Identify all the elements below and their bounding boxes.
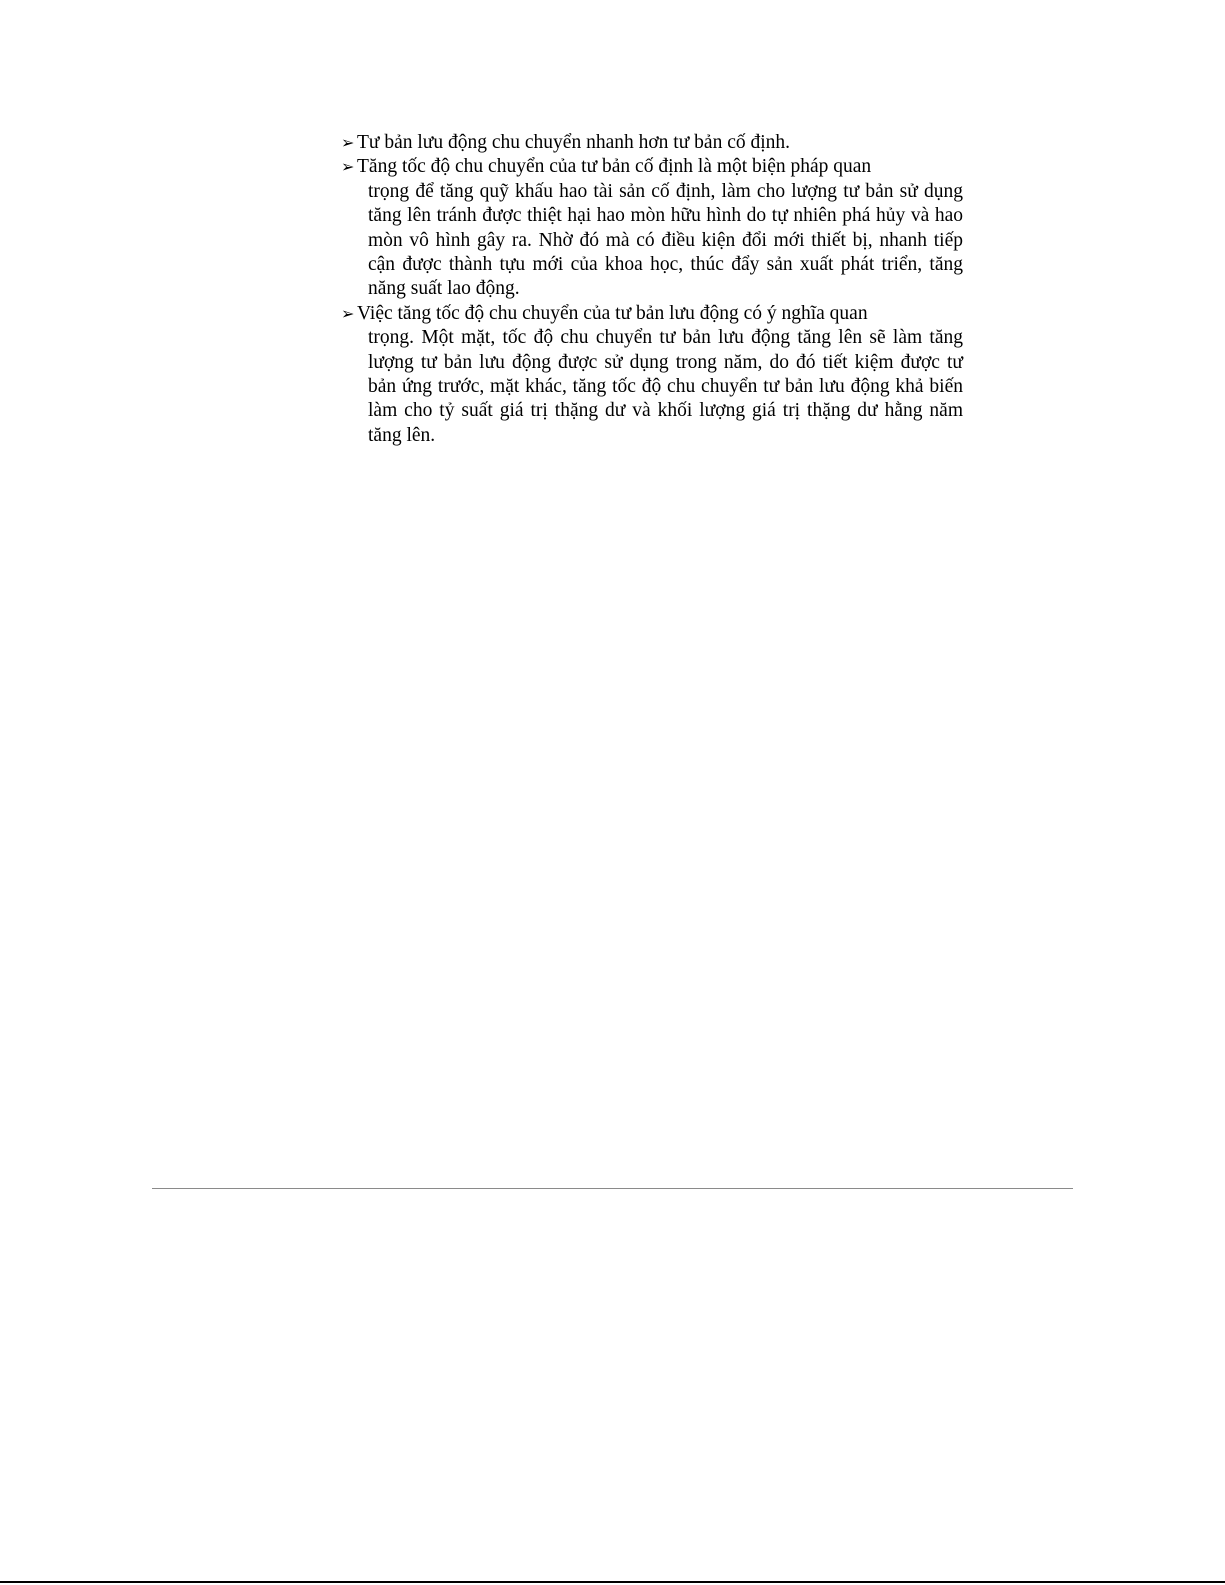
bullet-text: Tư bản lưu động chu chuyển nhanh hơn tư bản cố định. — [357, 132, 791, 153]
bullet-text-first-line: Tăng tốc độ chu chuyển của tư bản cố định là một biện pháp quan — [357, 156, 872, 178]
bullet-text-continuation: trọng. Một mặt, tốc độ chu chuyển tư bản lưu động tăng lên sẽ làm tăng lượng tư bản lưu động được sử dụng trong năm, do đó tiết kiệm được tư bản ứng trước, mặt khác, tăng tốc độ chu chuyển tư bản lưu động khả biến làm cho tỷ suất giá trị thặng dư và khối lượng giá trị thặng dư hằng năm tăng lên. — [368, 327, 963, 446]
bullet-item — [341, 155, 963, 301]
bullet-item — [341, 302, 963, 448]
arrow-bullet-icon: ➢ — [341, 133, 355, 152]
bullet-text-first-line: Việc tăng tốc độ chu chuyển của tư bản lưu động có ý nghĩa quan — [357, 302, 868, 324]
bullet-list — [341, 131, 963, 448]
arrow-bullet-icon: ➢ — [341, 157, 355, 177]
bullet-item — [341, 131, 963, 155]
arrow-bullet-icon: ➢ — [341, 303, 355, 323]
bullet-text-continuation: trọng để tăng quỹ khấu hao tài sản cố định, làm cho lượng tư bản sử dụng tăng lên tránh được thiệt hại hao mòn hữu hình do tự nhiên phá hủy và hao mòn vô hình gây ra. Nhờ đó mà có điều kiện đổi mới thiết bị, nhanh tiếp cận được thành tựu mới của khoa học, thúc đẩy sản xuất phát triển, tăng năng suất lao động. — [368, 180, 963, 300]
page-bottom-edge — [0, 1581, 1225, 1583]
page-divider — [152, 1188, 1073, 1189]
